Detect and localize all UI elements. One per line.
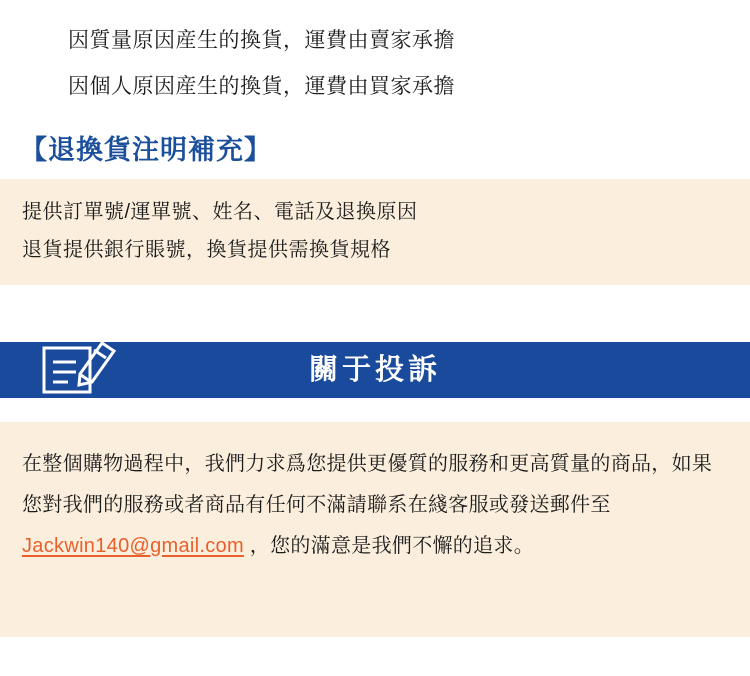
complaint-text-block: [0, 422, 750, 637]
pencil-note-icon: [36, 330, 120, 400]
complaint-paragraph: [0, 444, 750, 567]
shipping-policy-lines: [0, 0, 750, 110]
banner-title: 關于投訴: [308, 354, 441, 386]
policy-line: 因個人原因産生的換貨，運費由買家承擔: [68, 75, 455, 98]
complaint-banner: [0, 330, 750, 400]
return-note-block: [0, 179, 750, 285]
policy-line: 因質量原因産生的換貨，運費由賣家承擔: [68, 29, 455, 52]
complaint-text-after: ，您的滿意是我們不懈的追求。: [243, 535, 534, 557]
return-note-heading: 【退換貨注明補充】: [20, 135, 272, 165]
support-email-link[interactable]: Jackwin140@gmail.com: [22, 535, 244, 557]
note-line: 提供訂單號/運單號、姓名、電話及退換原因: [22, 201, 418, 223]
complaint-text-before: 在整個購物過程中，我們力求爲您提供更優質的服務和更高質量的商品，如果您對我們的服務或者商品有任何不滿請聯系在綫客服或發送郵件至: [22, 453, 713, 516]
note-line: 退貨提供銀行賬號，換貨提供需換貨規格: [22, 239, 391, 261]
